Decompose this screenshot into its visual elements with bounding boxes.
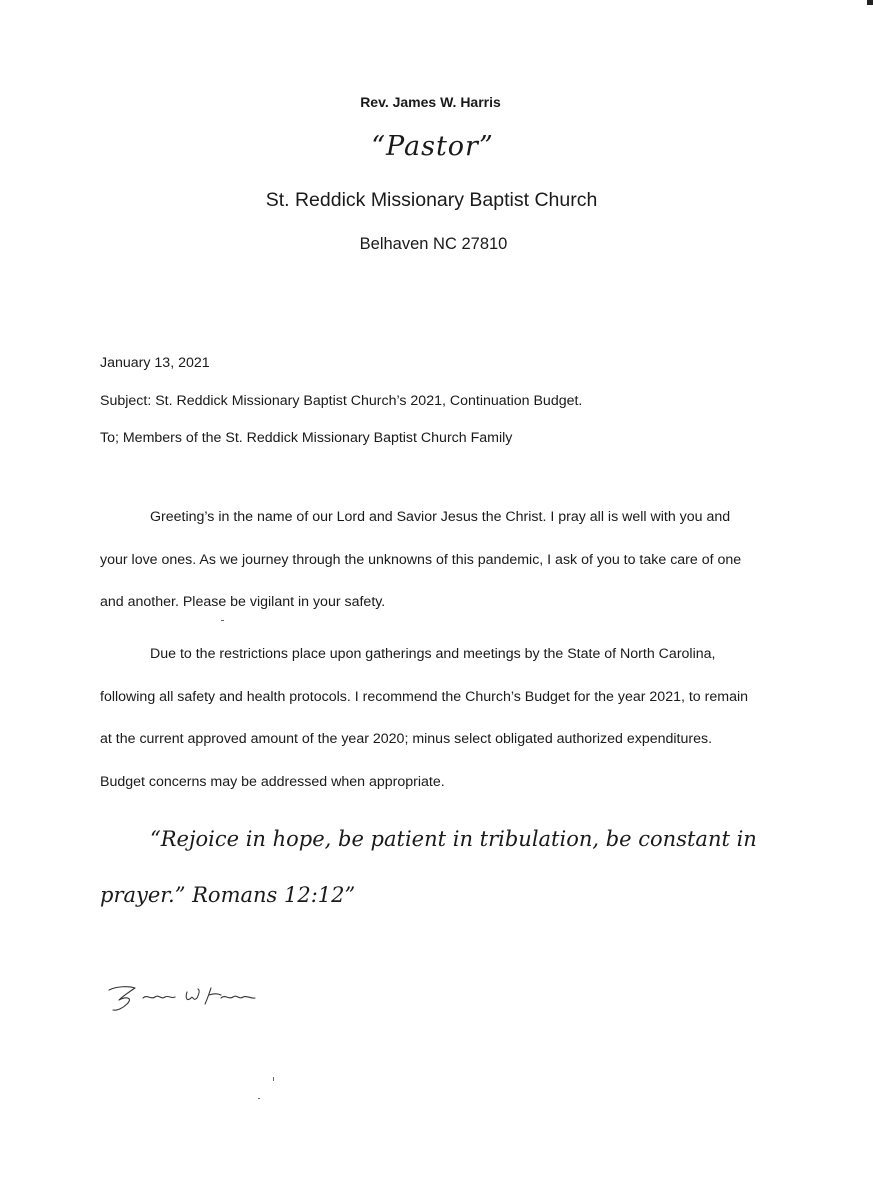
scan-speck [221, 620, 224, 621]
scripture-quote [100, 811, 780, 923]
scan-speck [258, 1098, 260, 1099]
handwritten-signature [105, 980, 265, 1014]
body-paragraph-2 [100, 633, 760, 804]
letter-date: January 13, 2021 [100, 355, 210, 371]
body-paragraph-2-text: Due to the restrictions place upon gatherings and meetings by the State of North Carolina, following all safety and health protocols. I recommend the Church’s Budget for the year 2021, to remain at the current approved amount of the year 2020; minus select obligated authorized expenditures. Budget concerns may be addressed when appropriate. [100, 646, 748, 791]
pastor-name: Rev. James W. Harris [360, 94, 501, 110]
body-paragraph-1 [100, 496, 760, 624]
body-paragraph-1-text: Greeting’s in the name of our Lord and Savior Jesus the Christ. I pray all is well with you and your love ones. As we journey through the unknowns of this pandemic, I ask of you to take care of one and another. Please be vigilant in your safety. [100, 509, 742, 611]
church-name: St. Reddick Missionary Baptist Church [265, 189, 598, 211]
church-location: Belhaven NC 27810 [359, 235, 508, 253]
scan-edge-mark [867, 0, 873, 5]
scan-speck [273, 1077, 274, 1081]
scripture-quote-text: “Rejoice in hope, be patient in tribulation, be constant in prayer.” Romans 12:12” [100, 827, 757, 907]
letter-subject: Subject: St. Reddick Missionary Baptist Church’s 2021, Continuation Budget. [100, 393, 583, 409]
letter-recipients: To; Members of the St. Reddick Missionary Baptist Church Family [100, 430, 513, 446]
pastor-title: “Pastor” [371, 131, 494, 162]
